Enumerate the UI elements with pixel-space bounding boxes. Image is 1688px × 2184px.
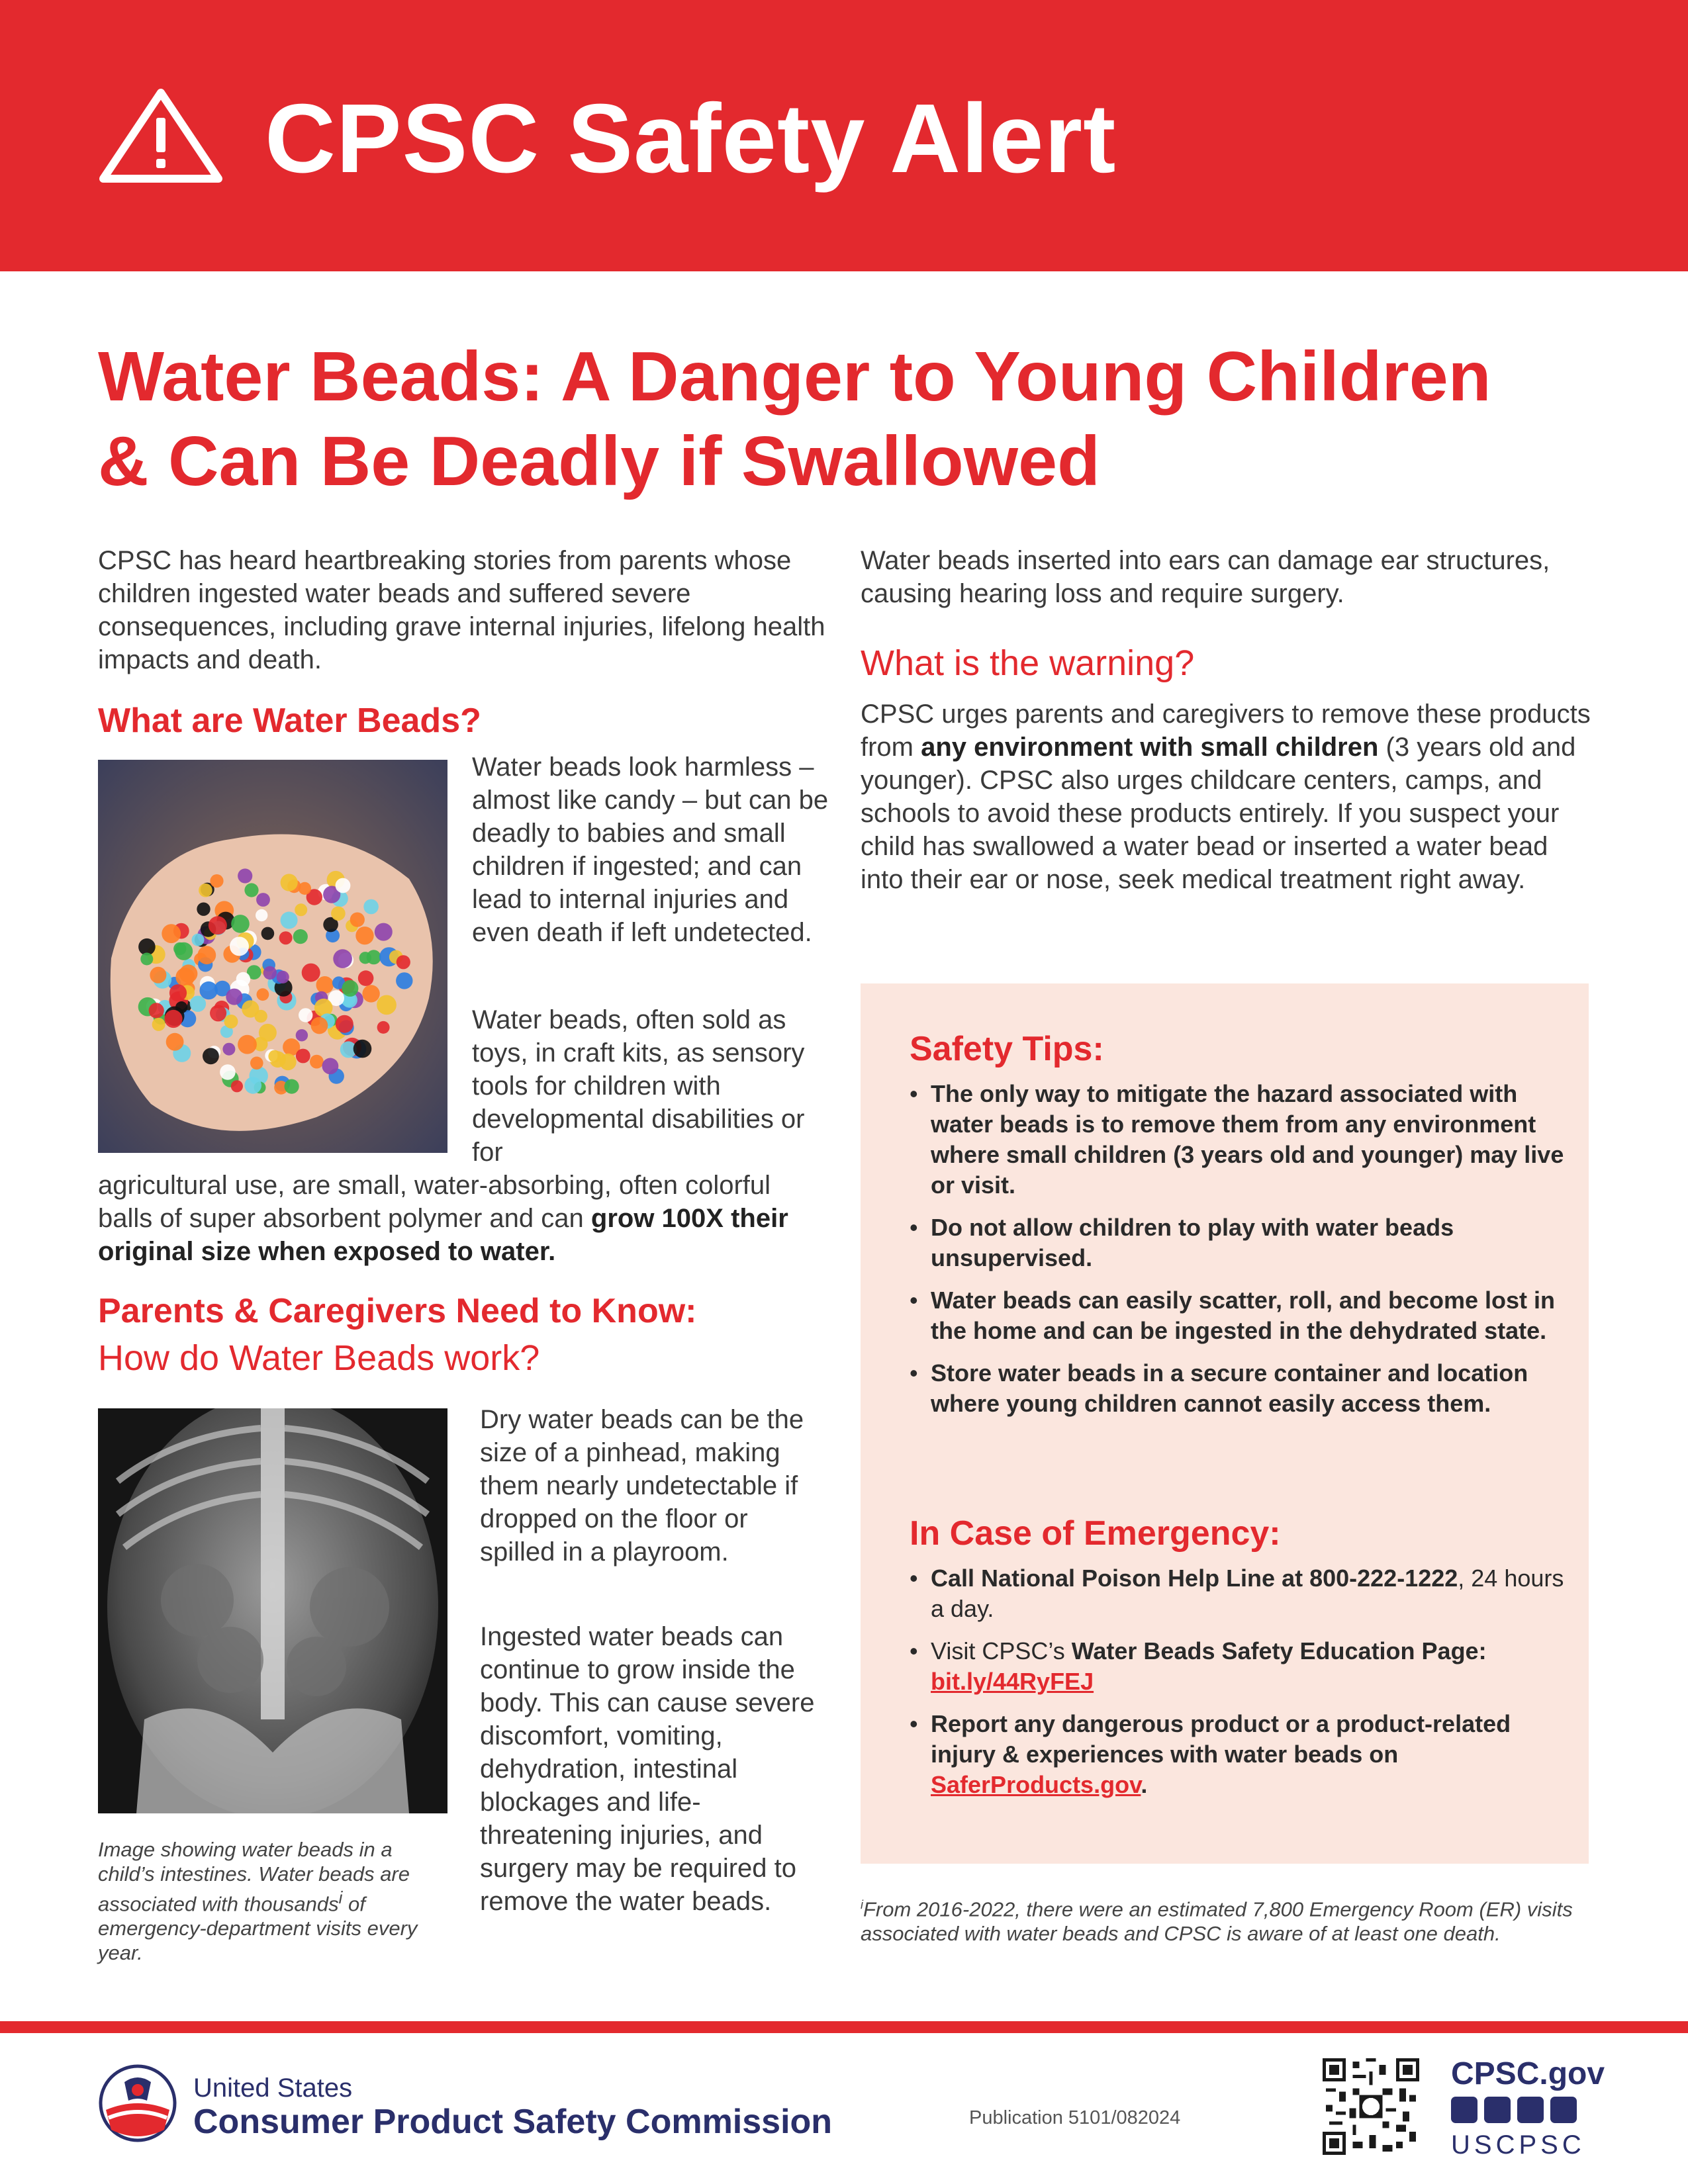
footer-divider [0, 2021, 1688, 2033]
safety-tips-list [910, 1079, 1571, 1431]
intro-paragraph: CPSC has heard heartbreaking stories from parents whose children ingested water beads and suffered severe consequences, including grave internal injuries, lifelong health impacts and death. [98, 546, 825, 674]
beads-paragraph-1: Water beads look harmless – almost like candy – but can be deadly to babies and small children if ingested; and can lead to internal injuries and even death if left undetected. [472, 752, 829, 947]
water-bead [336, 878, 351, 893]
water-bead [192, 934, 205, 946]
water-bead [279, 1054, 296, 1070]
water-bead [140, 953, 153, 966]
water-bead [150, 967, 166, 983]
water-bead [296, 1029, 308, 1041]
water-bead [377, 995, 397, 1015]
poison-line-rest: , 24 hours a day. [931, 1565, 1564, 1622]
water-bead [238, 1035, 257, 1054]
warning-paragraph [861, 698, 1595, 896]
water-bead [257, 988, 269, 1001]
safety-tip-item: • The only way to mitigate the hazard associated with water beads is to remove them from any environment where small children (3 years old and younger) may live or visit. [910, 1079, 1571, 1201]
water-bead [331, 907, 346, 921]
water-bead [197, 903, 210, 916]
warning-heading: What is the warning? [861, 643, 1195, 683]
water-bead [175, 942, 193, 960]
water-bead [166, 1033, 184, 1051]
water-bead [210, 874, 223, 887]
water-bead [244, 1077, 261, 1094]
emergency-list [910, 1563, 1571, 1812]
water-bead [224, 1015, 238, 1028]
footnote [861, 1893, 1595, 1946]
water-bead [295, 903, 307, 916]
safety-tip-item: • Water beads can easily scatter, roll, and become lost in the home and can be ingested in the dehydrated state. [910, 1285, 1571, 1346]
education-page-name: Water Beads Safety Education Page [1071, 1637, 1479, 1664]
water-bead [244, 883, 258, 897]
water-bead [333, 949, 352, 968]
publication-number: Publication 5101/082024 [969, 2107, 1181, 2128]
water-bead [285, 1079, 299, 1094]
water-bead [296, 1049, 310, 1064]
how-do-beads-work-subheading: How do Water Beads work? [98, 1338, 540, 1378]
water-bead [222, 1043, 235, 1056]
emergency-heading: In Case of Emergency: [910, 1514, 1281, 1553]
water-bead [256, 909, 267, 921]
water-bead [261, 927, 275, 940]
ingested-beads-paragraph: Ingested water beads can continue to grow inside the body. This can cause severe discomfort, vomiting, dehydration, intestinal blockages and life-threatening injuries, and surgery may be required to remove the water beads. [480, 1622, 815, 1916]
water-bead [293, 929, 308, 944]
warning-text-b: (3 years old and younger). CPSC also urges childcare centers, camps, and schools to avoid these products entirely. If you suspect your child has swallowed a water bead or inserted a water bead into their ear or nose, seek medical treatment right away. [861, 733, 1576, 894]
emergency-item-report [910, 1709, 1571, 1800]
footnote-mark: i [861, 1898, 863, 1911]
alert-title: CPSC Safety Alert [265, 84, 1117, 193]
water-bead [281, 874, 298, 891]
title-line-1: Water Beads: A Danger to Young Children [98, 338, 1491, 416]
education-page-link[interactable]: bit.ly/44RyFEJ [931, 1668, 1094, 1695]
saferproducts-link[interactable]: SaferProducts.gov [931, 1771, 1141, 1798]
water-bead [203, 1048, 219, 1064]
social-handle: USCPSC [1451, 2130, 1585, 2160]
abdominal-xray-image [98, 1408, 447, 1813]
water-bead [197, 946, 216, 964]
warning-triangle-icon [98, 86, 224, 185]
water-bead [363, 899, 379, 915]
water-bead [179, 964, 198, 983]
water-bead [199, 884, 212, 897]
water-bead [220, 1064, 236, 1080]
water-bead [255, 1010, 267, 1023]
agency-name-small: United States [193, 2073, 353, 2103]
water-bead [302, 964, 320, 982]
what-are-heading: What are Water Beads? [98, 702, 481, 740]
beads-paragraph-2-text: agricultural use, are small, water-absorbing, often colorful balls of super absorbent polymer and can [98, 1171, 771, 1233]
safety-tips-heading: Safety Tips: [910, 1030, 1104, 1068]
beads-paragraph-2-start: Water beads, often sold as toys, in craft kits, as sensory tools for children with developmental disabilities or for [472, 1005, 805, 1167]
grow-100x-emphasis: grow 100X their original size when exposed to water. [98, 1204, 788, 1266]
water-bead [250, 1057, 263, 1070]
warning-text-a: CPSC urges parents and caregivers to remove these products from [861, 700, 1591, 762]
water-bead [311, 1017, 328, 1034]
caption-text-b: of emergency-department visits every year. [98, 1892, 418, 1965]
ear-paragraph: Water beads inserted into ears can damage ear structures, causing hearing loss and require surgery. [861, 546, 1550, 608]
facebook-icon[interactable] [1451, 2097, 1477, 2123]
water-bead [299, 1008, 312, 1022]
water-bead [342, 980, 358, 997]
safety-tip-item: • Do not allow children to play with water beads unsupervised. [910, 1212, 1571, 1273]
agency-name: Consumer Product Safety Commission [193, 2103, 833, 2141]
title-line-2: & Can Be Deadly if Swallowed [98, 422, 1100, 500]
water-bead [281, 912, 298, 929]
water-bead [149, 1003, 164, 1018]
water-bead [353, 1040, 372, 1058]
water-bead [268, 1050, 281, 1063]
beads-paragraph-2-end [98, 1169, 829, 1268]
tip4-emphasis: young [1006, 1390, 1078, 1417]
website-label[interactable]: CPSC.gov [1451, 2056, 1605, 2091]
emergency-item-education-page [910, 1636, 1571, 1697]
water-bead [367, 950, 381, 964]
caption-text-a: Image showing water beads in a child’s intestines. Water beads are associated with thousands [98, 1838, 410, 1916]
water-bead [350, 913, 365, 927]
water-beads-photo [98, 760, 447, 1153]
caption-footnote-mark: i [338, 1889, 343, 1907]
safety-tip-item [910, 1358, 1571, 1419]
water-bead [362, 985, 379, 1002]
water-bead [210, 1005, 226, 1021]
visit-text: Visit CPSC’s [931, 1637, 1072, 1664]
footnote-text: From 2016-2022, there were an estimated 7,800 Emergency Room (ER) visits associated with water beads and CPSC is aware of at least one death. [861, 1897, 1573, 1946]
water-bead [279, 931, 293, 944]
water-bead [397, 955, 410, 969]
water-bead [190, 996, 206, 1012]
water-bead [377, 1021, 390, 1034]
social-icons [1451, 2097, 1583, 2126]
water-bead [230, 936, 249, 956]
water-bead [299, 882, 311, 895]
water-bead [375, 923, 393, 941]
qr-code-icon [1323, 2058, 1419, 2155]
water-bead [263, 966, 277, 979]
emergency-item-poison-line [910, 1563, 1571, 1624]
water-bead [358, 970, 374, 986]
youtube-icon[interactable] [1550, 2097, 1577, 2123]
water-bead [238, 868, 252, 883]
water-bead [164, 1010, 182, 1028]
twitter-icon[interactable] [1517, 2097, 1544, 2123]
water-bead [316, 976, 334, 993]
cpsc-seal-logo [98, 2064, 177, 2143]
water-bead [277, 971, 289, 983]
report-end: . [1141, 1771, 1148, 1798]
water-bead [226, 989, 242, 1005]
tip4-text-a: Store water beads in a secure container and location where [931, 1359, 1528, 1417]
water-bead [396, 972, 412, 989]
water-bead [152, 1018, 165, 1031]
water-bead [200, 981, 218, 999]
water-bead [310, 1055, 324, 1069]
warning-emphasis: any environment with small children [921, 733, 1379, 762]
water-bead [322, 1058, 339, 1075]
water-bead [231, 915, 250, 933]
dry-beads-paragraph: Dry water beads can be the size of a pinhead, making them nearly undetectable if dropped on the floor or spilled in a playroom. [480, 1405, 804, 1567]
water-bead [169, 984, 187, 1001]
water-bead [209, 916, 227, 934]
water-bead [355, 927, 373, 944]
water-bead [162, 924, 181, 943]
water-bead [231, 1080, 243, 1092]
water-bead [336, 1015, 353, 1033]
education-page-colon: : [1478, 1637, 1487, 1664]
instagram-icon[interactable] [1484, 2097, 1511, 2123]
xray-caption [98, 1837, 449, 1965]
poison-line-bold: Call National Poison Help Line at 800-222-1222 [931, 1565, 1458, 1592]
report-text: Report any dangerous product or a product-related injury & experiences with water beads on [931, 1710, 1511, 1768]
parents-heading: Parents & Caregivers Need to Know: [98, 1292, 697, 1330]
water-bead [256, 893, 270, 907]
page-title [98, 334, 1620, 504]
tip4-text-b: children cannot easily access them. [1078, 1390, 1491, 1417]
